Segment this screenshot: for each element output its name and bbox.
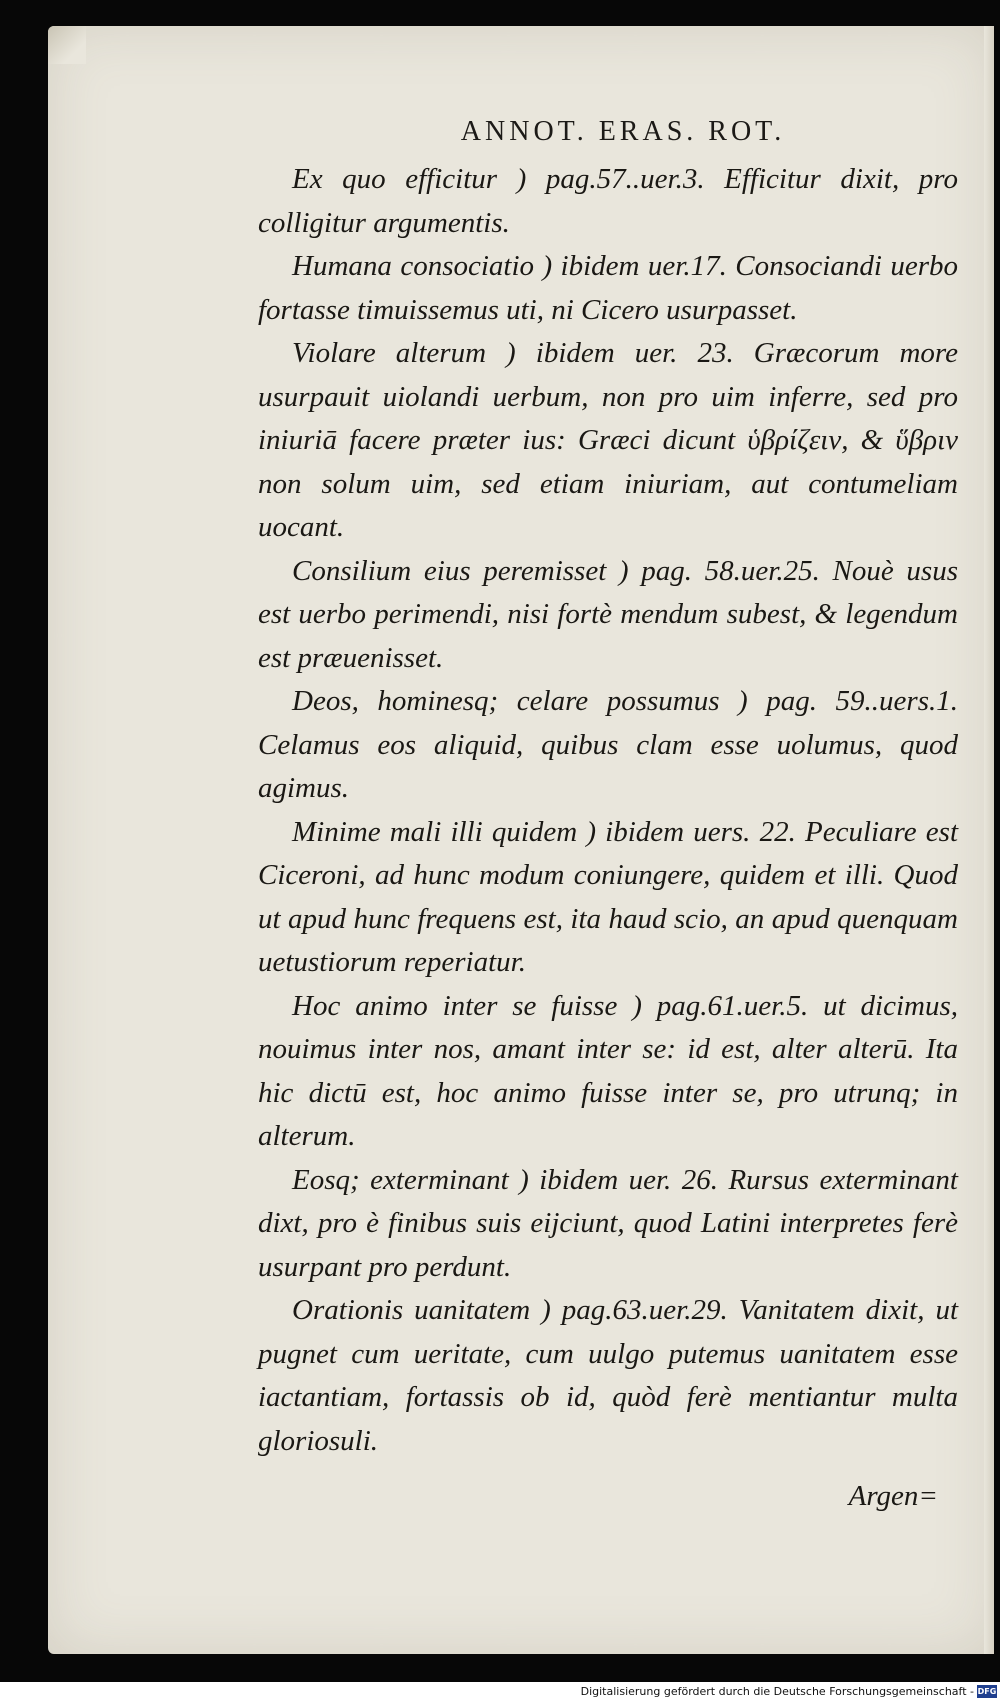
- annotation-paragraph: Eosq; exterminant ) ibidem uer. 26. Rursus exterminant dixt, pro è finibus suis eijciunt, quod Latini interpretes ferè usurpant pro perdunt.: [258, 1163, 958, 1283]
- annotation-paragraph: Ex quo efficitur ) pag.57..uer.3. Efficitur dixit, pro colligitur argumentis.: [258, 163, 958, 239]
- footer-bar: [0, 1682, 1000, 1702]
- binding-edge: [984, 26, 994, 1654]
- annotation-paragraph: Violare alterum ) ibidem uer. 23. Græcorum more usurpauit uiolandi uerbum, non pro uim inferre, sed pro iniuriā facere præter ius: Græci dicunt ὑβρίζειν, & ὕβριν non solum uim, sed etiam iniuriam, aut contumeliam uocant.: [258, 337, 958, 543]
- annotation-paragraph: Consilium eius peremisset ) pag. 58.uer.25. Nouè usus est uerbo perimendi, nisi fortè mendum subest, & legendum est præuenisset.: [258, 554, 958, 674]
- text-block: [258, 110, 958, 1519]
- annotation-paragraph: Hoc animo inter se fuisse ) pag.61.uer.5. ut dicimus, nouimus inter nos, amant inter se: id est, alter alterū. Ita hic dictū est, hoc animo fuisse inter se, pro utrunq; in alterum.: [258, 989, 958, 1152]
- page-corner: [48, 26, 86, 64]
- dfg-logo-icon: DFG: [977, 1687, 997, 1696]
- running-head: ANNOT. ERAS. ROT.: [460, 116, 786, 147]
- annotation-paragraph: Minime mali illi quidem ) ibidem uers. 22. Peculiare est Ciceroni, ad hunc modum coniungere, quidem et illi. Quod ut apud hunc frequens est, ita haud scio, an apud quenquam uetustiorum reperiatur.: [258, 815, 958, 978]
- catchword: Argen=: [848, 1480, 938, 1512]
- book-page: [48, 26, 994, 1654]
- annotation-paragraph: Humana consociatio ) ibidem uer.17. Consociandi uerbo fortasse timuissemus uti, ni Cicero usurpasset.: [258, 250, 958, 326]
- annotation-paragraph: Orationis uanitatem ) pag.63.uer.29. Vanitatem dixit, ut pugnet cum ueritate, cum uulgo putemus uanitatem esse iactantiam, fortassis ob id, quòd ferè mentiantur multa gloriosuli.: [258, 1294, 958, 1457]
- annotation-paragraph: Deos, hominesq; celare possumus ) pag. 59..uers.1. Celamus eos aliquid, quibus clam esse uolumus, quod agimus.: [258, 685, 958, 804]
- footer-credit: Digitalisierung gefördert durch die Deutsche Forschungsgemeinschaft -: [580, 1685, 974, 1698]
